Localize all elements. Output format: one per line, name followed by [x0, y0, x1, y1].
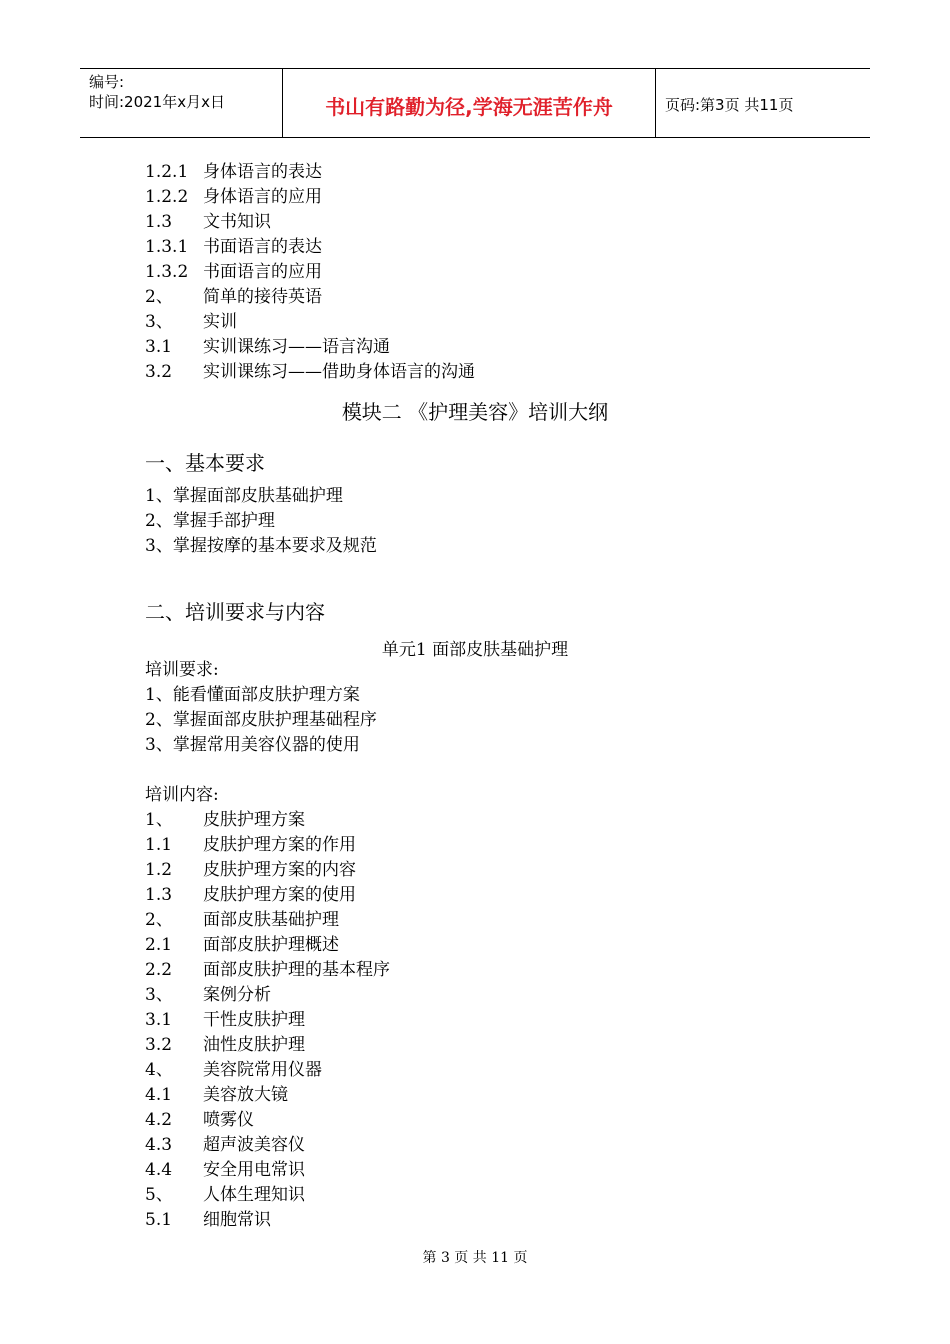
list-item: 3、掌握常用美容仪器的使用	[145, 735, 360, 755]
list-item: 1.2.2 身体语言的应用	[145, 187, 322, 207]
header-page-cell	[656, 69, 870, 137]
motto: 书山有路勤为径,学海无涯苦作舟	[325, 95, 613, 119]
list-item: 1、 皮肤护理方案	[145, 810, 305, 830]
page-footer: 第 3 页 共 11 页	[422, 1250, 528, 1266]
list-item: 5、 人体生理知识	[145, 1185, 305, 1205]
list-item: 2、 面部皮肤基础护理	[145, 910, 339, 930]
section-heading-training: 二、培训要求与内容	[145, 600, 325, 624]
header-motto-cell	[283, 69, 656, 137]
content-label: 培训内容:	[145, 785, 219, 805]
list-item: 1.3.2 书面语言的应用	[145, 262, 322, 282]
list-item: 3.1 干性皮肤护理	[145, 1010, 305, 1030]
list-item: 3.1 实训课练习——语言沟通	[145, 337, 390, 357]
list-item: 2、掌握面部皮肤护理基础程序	[145, 710, 377, 730]
list-item: 3、 实训	[145, 312, 237, 332]
list-item: 1、能看懂面部皮肤护理方案	[145, 685, 360, 705]
header-meta-cell	[80, 69, 283, 137]
list-item: 2、掌握手部护理	[145, 511, 275, 531]
list-item: 4、 美容院常用仪器	[145, 1060, 322, 1080]
section-heading-basic: 一、基本要求	[145, 451, 265, 475]
list-item: 2.2 面部皮肤护理的基本程序	[145, 960, 390, 980]
list-item: 4.3 超声波美容仪	[145, 1135, 305, 1155]
list-item: 3、掌握按摩的基本要求及规范	[145, 536, 377, 556]
list-item: 1.3 文书知识	[145, 212, 271, 232]
list-item: 1.3 皮肤护理方案的使用	[145, 885, 356, 905]
list-item: 4.2 喷雾仪	[145, 1110, 254, 1130]
list-item: 3.2 实训课练习——借助身体语言的沟通	[145, 362, 475, 382]
list-item: 4.1 美容放大镜	[145, 1085, 288, 1105]
list-item: 2.1 面部皮肤护理概述	[145, 935, 339, 955]
list-item: 1.2 皮肤护理方案的内容	[145, 860, 356, 880]
list-item: 3.2 油性皮肤护理	[145, 1035, 305, 1055]
page-info: 页码:第3页 共11页	[665, 96, 794, 114]
time-label: 时间:2021年x月x日	[89, 93, 225, 111]
unit-title: 单元1 面部皮肤基础护理	[381, 640, 569, 660]
list-item: 5.1 细胞常识	[145, 1210, 271, 1230]
list-item: 1.2.1 身体语言的表达	[145, 162, 322, 182]
list-item: 2、 简单的接待英语	[145, 287, 322, 307]
list-item: 3、 案例分析	[145, 985, 271, 1005]
list-item: 1.1 皮肤护理方案的作用	[145, 835, 356, 855]
list-item: 4.4 安全用电常识	[145, 1160, 305, 1180]
requirements-label: 培训要求:	[145, 660, 219, 680]
list-item: 1.3.1 书面语言的表达	[145, 237, 322, 257]
list-item: 1、掌握面部皮肤基础护理	[145, 486, 343, 506]
document-header	[80, 68, 870, 138]
number-label: 编号:	[89, 73, 125, 91]
module-title: 模块二 《护理美容》培训大纲	[341, 400, 609, 424]
